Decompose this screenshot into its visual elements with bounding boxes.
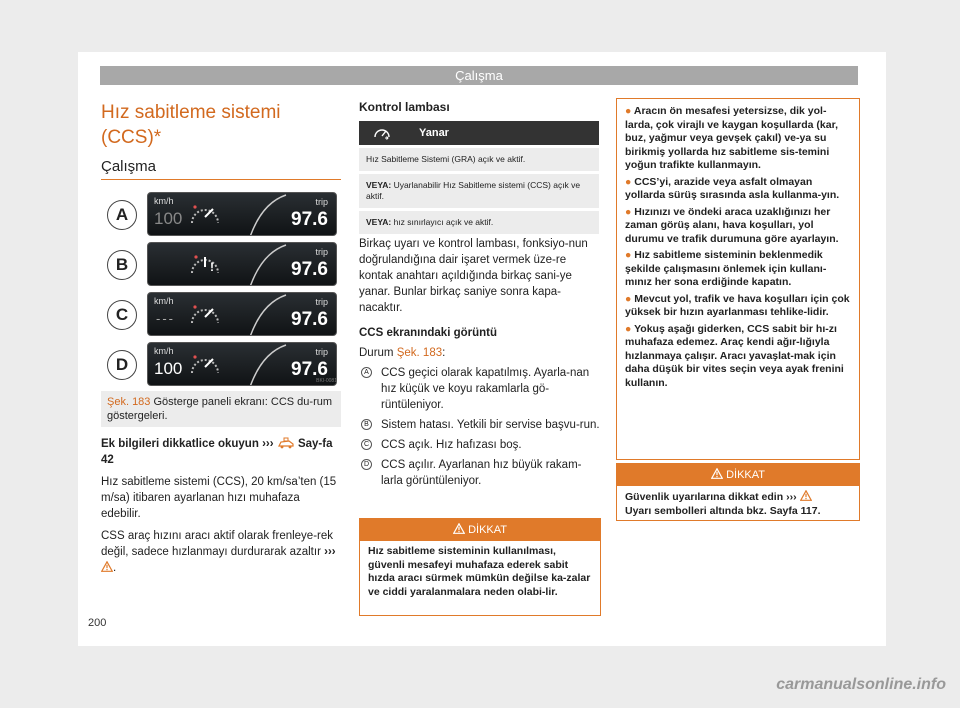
section-header: Çalışma [100, 66, 858, 85]
row-prefix: VEYA: [366, 217, 394, 227]
section-subtitle: Çalışma [101, 158, 157, 175]
warning-2-line2[interactable]: Uyarı sembolleri altında bkz. Sayfa 117. [625, 504, 821, 517]
road-curve-graphic [248, 193, 288, 236]
road-curve-graphic [248, 343, 288, 386]
read-note-prefix: Ek bilgileri dikkatlice okuyun [101, 438, 259, 450]
speed-unit: km/h [154, 296, 174, 306]
set-speed: 100 [154, 209, 183, 228]
list-item [359, 417, 601, 433]
warning-triangle-icon [711, 468, 723, 479]
warning-triangle-icon [101, 561, 113, 572]
speedometer-icon [373, 125, 391, 141]
instrument-screen [147, 342, 337, 386]
list-item [625, 293, 851, 320]
state-text: CCS açılır. Ayarlanan hız büyük rakam-larla görüntüleniyor. [381, 459, 582, 487]
state-text: CCS geçici olarak kapatılmış. Ayarla-nan hız küçük ve koyu rakamlarla gö-rüntüleniyor. [381, 367, 590, 411]
table-row [359, 171, 599, 208]
warning-2-arrows: ››› [786, 491, 797, 503]
table-header-label: Yanar [419, 127, 449, 139]
bullet-text: Hızınızı ve öndeki araca uzaklığınızı her zaman görüş alanı, hava koşulları, yol durumu ve trafik durumuna göre ayarlayın. [625, 205, 839, 245]
list-item [625, 206, 851, 247]
speed-unit: km/h [154, 346, 174, 356]
list-item [625, 105, 851, 173]
bullet-text: Mevcut yol, trafik ve hava koşulları için çok yüksek bir hızın ayarlanması tehlike-lidir. [625, 292, 850, 318]
warning-header-1 [360, 519, 600, 541]
row-text: Hız Sabitleme Sistemi (GRA) açık ve aktif. [366, 154, 526, 164]
bullet-dot-icon: ● [625, 205, 635, 218]
title-line-1: Hız sabitleme sistemi [101, 102, 281, 123]
safety-bullets-box [616, 98, 860, 460]
paragraph-1: Hız sabitleme sistemi (CCS), 20 km/sa’ten (15 m/sa) itibaren ayarlanan hızı muhafaza edebilir. [101, 476, 337, 520]
read-note [101, 436, 341, 468]
state-list [359, 365, 601, 489]
state-label: Durum [359, 347, 394, 359]
dashboard-figure [101, 188, 341, 388]
table-row [359, 145, 599, 171]
trip-value: 97.6 [291, 359, 328, 380]
page-number: 200 [88, 617, 107, 629]
warning-header-2 [617, 464, 859, 486]
warning-box-2 [616, 463, 860, 521]
state-line [359, 345, 601, 361]
trip-value: 97.6 [291, 259, 328, 280]
table-header [359, 121, 599, 145]
instrument-screen [147, 242, 337, 286]
read-note-suffix[interactable]: Say-fa 42 [101, 438, 333, 466]
svg-text:!: ! [210, 260, 214, 274]
speed-unit: km/h [154, 196, 174, 206]
trip-value: 97.6 [291, 309, 328, 330]
dashboard-row-b [101, 240, 341, 288]
cruise-gauge-icon [188, 199, 222, 229]
state-marker: D [361, 459, 372, 470]
paragraph-2-arrows: ››› [324, 546, 336, 558]
instrument-screen [147, 192, 337, 236]
state-ref[interactable]: Şek. 183 [396, 347, 443, 359]
control-lamp-title: Kontrol lambası [359, 100, 450, 114]
bullet-text: Hız sabitleme sisteminin beklenmedik şekilde çalışmasını önlemek için kullanı-mınız her sona erdiğinde kapatın. [625, 249, 827, 288]
figure-code: BKI-0081 [316, 378, 337, 384]
row-text: hız sınırlayıcı açık ve aktif. [393, 217, 494, 227]
warning-box-1 [359, 518, 601, 616]
safety-bullet-list [625, 105, 851, 390]
state-colon: : [442, 347, 446, 359]
road-curve-graphic [248, 293, 288, 336]
list-item [625, 249, 851, 290]
state-marker: C [361, 439, 372, 450]
list-item [625, 323, 851, 391]
row-text: Uyarlanabilir Hız Sabitleme sistemi (CCS) açık ve aktif. [366, 180, 581, 201]
trip-value: 97.6 [291, 209, 328, 230]
state-badge: D [107, 350, 137, 380]
list-item [625, 176, 851, 203]
warning-text-1: Hız sabitleme sisteminin kullanılması, güvenli mesafeyi muhafaza ederek sabit hızda aracı sürmek mümkün değilse ka-zalar ve ciddi yaralanmalara neden olabi-lir. [368, 545, 591, 598]
read-note-arrows: ››› [262, 438, 274, 450]
list-item [359, 457, 601, 489]
cruise-gauge-icon [188, 249, 222, 279]
figure-caption [101, 391, 341, 427]
warning-text-2 [617, 486, 859, 522]
title-line-2: (CCS)* [101, 127, 162, 148]
list-item [359, 437, 601, 453]
display-heading: CCS ekranındaki görüntü [359, 327, 498, 339]
col2-body [359, 236, 601, 493]
dashboard-row-d [101, 340, 341, 388]
warning-title-1: DİKKAT [468, 524, 507, 536]
bullet-text: CCS’yi, arazide veya asfalt olmayan yollarda sürüş sırasında asla kullanma-yın. [625, 175, 840, 201]
page-title [101, 100, 341, 150]
watermark: carmanualsonline.info [776, 676, 946, 693]
road-curve-graphic [248, 243, 288, 286]
trip-label: trip [315, 247, 328, 257]
bullet-text: Yokuş aşağı giderken, CCS sabit bir hı-zı muhafaza edemez. Araç kendi ağır-lığıyla hızlanmaya çalışır. Aracı yavaşlat-mak için daha düşük bir vites seçin veya ayak frenini kullanın. [625, 322, 844, 389]
caption-text: Gösterge paneli ekranı: CCS du-rum göstergeleri. [107, 396, 333, 422]
instrument-screen [147, 292, 337, 336]
state-badge: B [107, 250, 137, 280]
dashboard-row-a [101, 190, 341, 238]
car-book-icon [277, 437, 295, 449]
bullet-dot-icon: ● [625, 105, 634, 117]
warning-2-line1: Güvenlik uyarılarına dikkat edin [625, 491, 784, 503]
state-badge: C [107, 300, 137, 330]
trip-label: trip [315, 297, 328, 307]
cruise-gauge-icon [188, 299, 222, 329]
trip-label: trip [315, 347, 328, 357]
bullet-dot-icon: ● [625, 175, 635, 188]
dashboard-row-c [101, 290, 341, 338]
warning-triangle-icon [800, 490, 812, 501]
set-speed: --- [156, 311, 175, 326]
subtitle-rule [101, 179, 341, 180]
control-lamp-table [359, 121, 599, 234]
warning-title-2: DİKKAT [726, 469, 765, 481]
row-prefix: VEYA: [366, 180, 394, 190]
list-item [359, 365, 601, 413]
state-marker: A [361, 367, 372, 378]
set-speed: 100 [154, 359, 183, 378]
lamp-paragraph: Birkaç uyarı ve kontrol lambası, fonksiyo-nun doğrulandığına dair işaret vermek üze-re kontak anahtarı açıldığında birkaç sani-ye yanar. Bunlar birkaç saniye sonra kapa-nacaktır. [359, 238, 588, 314]
trip-label: trip [315, 197, 328, 207]
warning-triangle-icon [453, 523, 465, 534]
state-marker: B [361, 419, 372, 430]
bullet-text: Aracın ön mesafesi yetersizse, dik yol-larda, çok virajlı ve kaygan koşullarda (kar, buz, yağmur veya gevşek çakıl) ve-ya su birikmiş yollarda hız sabitleme sis-temini yoğun trafikte kullanmayın. [625, 105, 839, 171]
table-row [359, 208, 599, 234]
paragraph-2: CSS araç hızını aracı aktif olarak frenleye-rek değil, sadece hızlanmayı durdurarak azaltır ››› . [101, 530, 336, 574]
paragraph-2-text: CSS araç hızını aracı aktif olarak frenleye-rek değil, sadece hızlanmayı durdurarak azaltır [101, 530, 334, 558]
col1-body [101, 436, 341, 582]
state-badge: A [107, 200, 137, 230]
bullet-dot-icon: ● [625, 292, 635, 305]
caption-ref[interactable]: Şek. 183 [107, 396, 151, 408]
state-text: Sistem hatası. Yetkili bir servise başvu-run. [381, 419, 600, 431]
cruise-gauge-icon [188, 349, 222, 379]
bullet-dot-icon: ● [625, 249, 635, 261]
state-text: CCS açık. Hız hafızası boş. [381, 439, 522, 451]
bullet-dot-icon: ● [625, 322, 635, 335]
